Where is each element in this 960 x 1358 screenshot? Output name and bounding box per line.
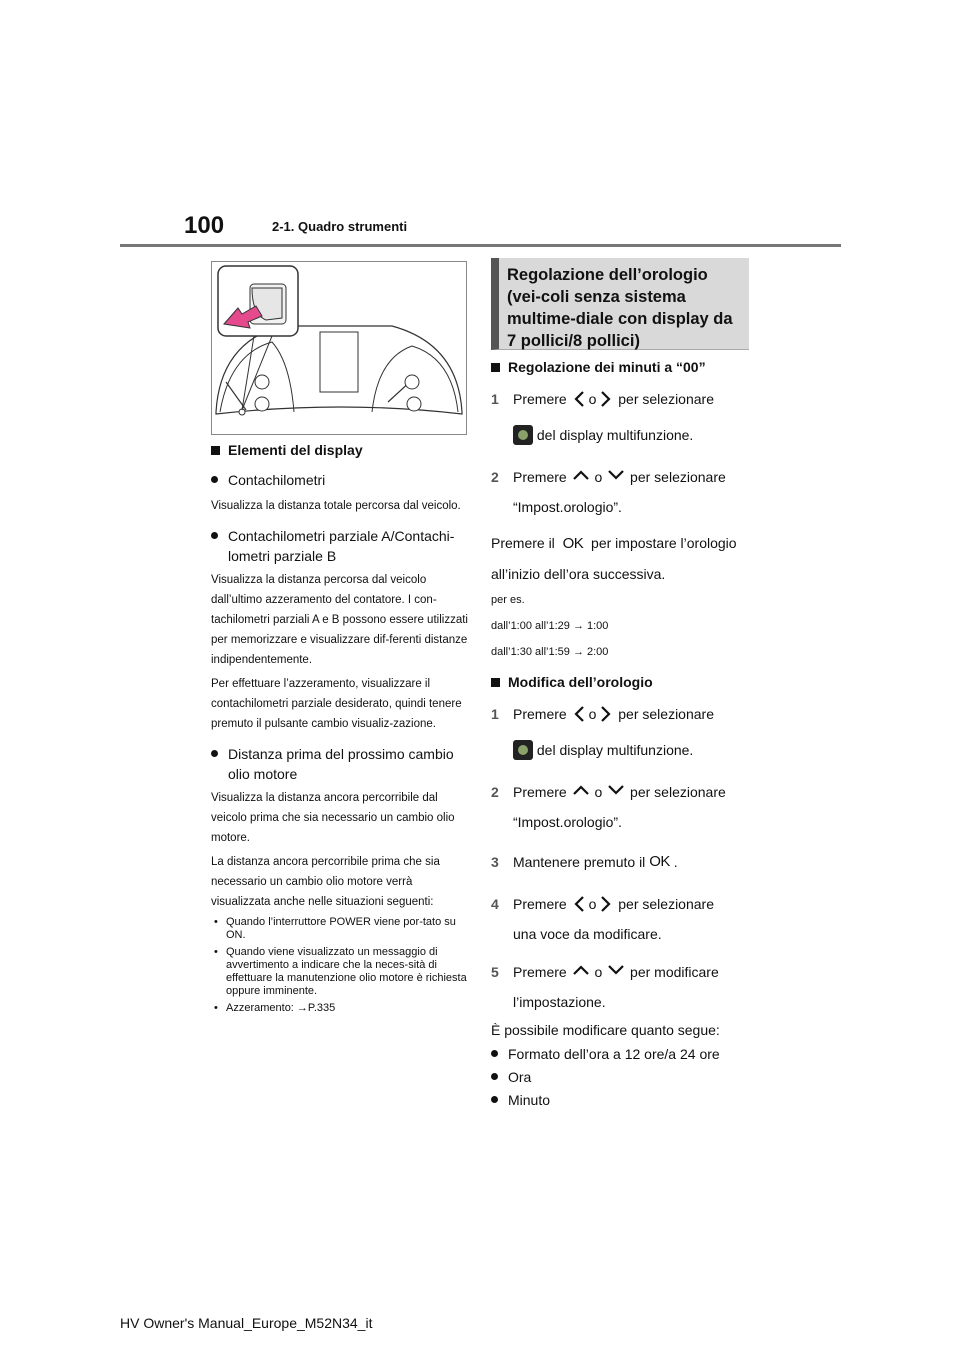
example-2: dall’1:30 all’1:59 → 2:00: [491, 646, 609, 658]
step-2b-cont: “Impost.orologio”.: [513, 814, 622, 830]
step-2-cont: “Impost.orologio”.: [513, 499, 622, 515]
chevron-down-icon: [606, 467, 626, 483]
step-1-cont: del display multifunzione.: [491, 425, 751, 445]
example-label: per es.: [491, 594, 525, 606]
list-item: • Quando l’interruttore POWER viene por-tato su ON.: [211, 916, 471, 942]
chevron-right-icon: [596, 389, 614, 409]
step-4: 4 Premere o per selezionare: [491, 896, 714, 912]
oil-change-text: Visualizza la distanza ancora percorribile dal veicolo prima che sia necessario un cambio olio motore.: [211, 792, 455, 844]
bullet-dot-icon: [491, 1096, 498, 1103]
chevron-up-icon: [571, 962, 591, 978]
chevron-left-icon: [571, 389, 589, 409]
bullet-dot-icon: [211, 750, 218, 757]
settings-gear-icon: [513, 740, 533, 760]
bullet-dot-icon: [491, 1050, 498, 1057]
option-format: Formato dell’ora a 12 ore/a 24 ore: [491, 1044, 751, 1064]
step-3: 3 Mantenere premuto il OK .: [491, 853, 678, 870]
possible-changes-text: È possibile modificare quanto segue:: [491, 1022, 720, 1038]
odometer-item: Contachilometri: [211, 470, 471, 490]
bullet-dot-icon: [211, 476, 218, 483]
step-1: 1 Premere o per selezionare: [491, 391, 714, 407]
chevron-left-icon: [571, 894, 589, 914]
section-title: 2-1. Quadro strumenti: [272, 219, 408, 234]
square-bullet-icon: [491, 363, 500, 372]
ok-instruction-cont: all’inizio dell’ora successiva.: [491, 566, 666, 582]
footer-text: HV Owner's Manual_Europe_M52N34_it: [120, 1315, 373, 1331]
option-hour: Ora: [491, 1067, 751, 1087]
list-item: • Azzeramento: →P.335: [211, 1002, 471, 1015]
option-minute: Minuto: [491, 1090, 751, 1110]
left-column: [211, 440, 471, 1019]
chevron-left-icon: [571, 704, 589, 724]
trip-meter-item: Contachilometri parziale A/Contachi-lometri parziale B: [211, 526, 471, 566]
list-item: • Quando viene visualizzato un messaggio di avvertimento a indicare che la neces-sità di effettuare la manutenzione olio motore è richiesta oppure imminente.: [211, 946, 471, 998]
minutes-heading: Regolazione dei minuti a “00”: [491, 357, 751, 377]
page-number: 100: [184, 212, 225, 239]
step-2: 2 Premere o per selezionare: [491, 469, 726, 485]
step-1b: 1 Premere o per selezionare: [491, 706, 714, 722]
instrument-cluster-illustration: [212, 262, 466, 434]
chevron-up-icon: [571, 782, 591, 798]
right-column: [491, 357, 751, 1110]
clock-change-heading: Modifica dell’orologio: [491, 672, 751, 692]
step-1b-cont: del display multifunzione.: [491, 740, 751, 760]
chevron-down-icon: [606, 782, 626, 798]
settings-gear-icon: [513, 425, 533, 445]
bullet-dot-icon: [211, 532, 218, 539]
step-5-cont: l’impostazione.: [513, 994, 606, 1010]
step-4-cont: una voce da modificare.: [513, 926, 662, 942]
bullet-dot-icon: [491, 1073, 498, 1080]
situations-list: [211, 916, 471, 1015]
header-rule: [120, 244, 841, 247]
square-bullet-icon: [491, 678, 500, 687]
clock-adjustment-banner: Regolazione dell’orologio (vei-coli senza sistema multime-diale con display da 7 pollici/8 pollici): [491, 258, 749, 350]
square-bullet-icon: [211, 446, 220, 455]
display-elements-heading: Elementi del display: [211, 440, 471, 460]
trip-meter-reset-text: Per effettuare l’azzeramento, visualizzare il contachilometri parziale desiderato, quindi tenere premuto il pulsante cambio visualiz-zazione.: [211, 678, 462, 730]
ok-button-icon: OK: [649, 853, 670, 870]
example-1: dall’1:00 all’1:29 → 1:00: [491, 620, 609, 632]
odometer-text: Visualizza la distanza totale percorsa dal veicolo.: [211, 500, 461, 512]
ok-button-icon: OK: [562, 535, 584, 552]
chevron-up-icon: [571, 467, 591, 483]
instrument-cluster-figure: [211, 261, 467, 435]
chevron-right-icon: [596, 704, 614, 724]
step-5: 5 Premere o per modificare: [491, 964, 719, 980]
chevron-down-icon: [606, 962, 626, 978]
ok-instruction: Premere il OK per impostare l’orologio: [491, 535, 737, 552]
oil-change-text-2: La distanza ancora percorribile prima che sia necessario un cambio olio motore verrà visualizzata anche nelle situazioni seguenti:: [211, 856, 440, 908]
step-2b: 2 Premere o per selezionare: [491, 784, 726, 800]
oil-change-item: Distanza prima del prossimo cambio olio motore: [211, 744, 471, 784]
chevron-right-icon: [596, 894, 614, 914]
trip-meter-text: Visualizza la distanza percorsa dal veicolo dall’ultimo azzeramento del contatore. I con-tachilometri parziali A e B possono essere utilizzati per memorizzare e visualizzare dif-ferenti distanze indipendentemente.: [211, 574, 468, 666]
